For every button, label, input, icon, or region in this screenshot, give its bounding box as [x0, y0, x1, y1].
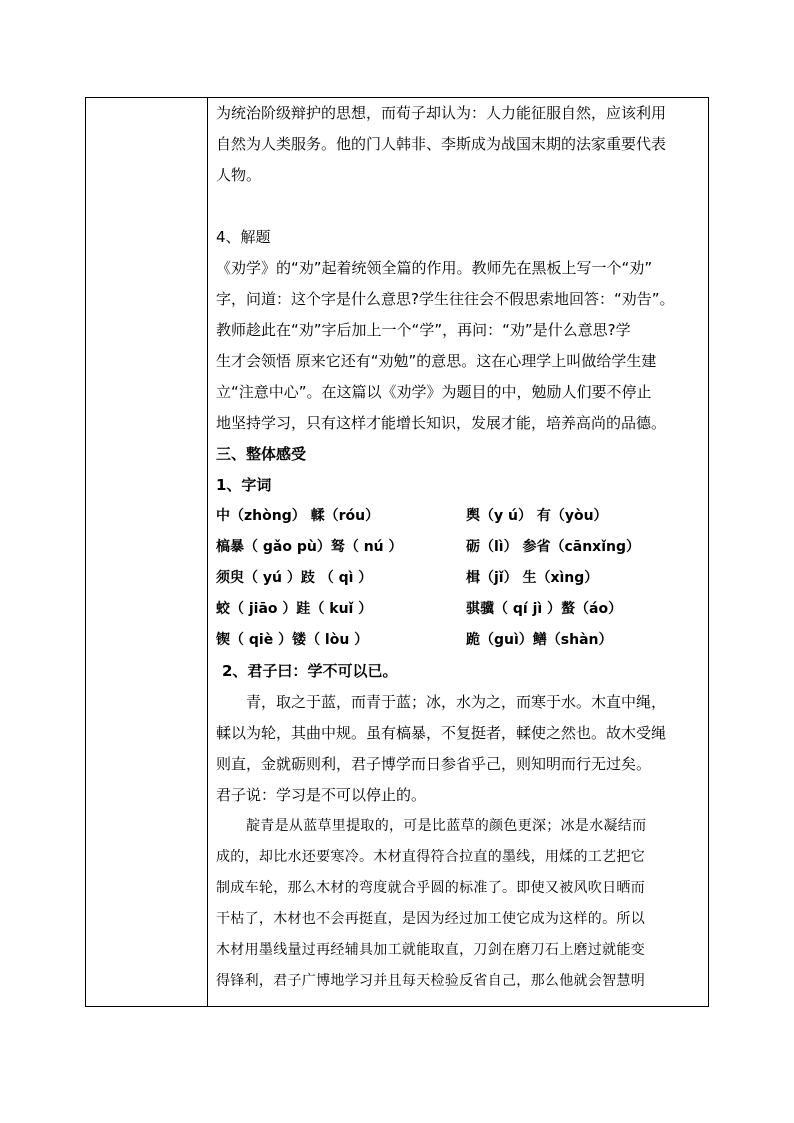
translation-line: 制成车轮，那么木材的弯度就合乎圆的标准了。即使又被风吹日晒而 [216, 880, 645, 896]
translation-line: 靛青是从蓝草里提取的，可是比蓝草的颜色更深；冰是水凝结而 [246, 818, 647, 834]
section4-heading: 4、解题 [216, 228, 271, 246]
translation-line: 成的，却比水还要寒冷。木材直得符合拉直的墨线，用煣的工艺把它 [216, 849, 645, 865]
content-cell [216, 98, 704, 997]
section4-line: 教师趁此在“劝”字后加上一个“学”，再问：“劝”是什么意思?学 [216, 321, 631, 339]
vocab-item: 砺（lì） 参省（cānxǐng） [466, 539, 641, 555]
section3-heading: 三、整体感受 [216, 445, 307, 463]
vocab-item: 中（zhòng） 輮（róu） [216, 508, 380, 524]
intro-line: 为统治阶级辩护的思想，而荀子却认为：人力能征服自然，应该利用 [216, 104, 667, 122]
vocab-heading: 1、字词 [216, 476, 272, 494]
translation-line: 得锋利，君子广博地学习并且每天检验反省自己，那么他就会智慧明 [216, 973, 645, 989]
vocab-item: 槁暴（ gǎo pù）驽（ nú ） [216, 539, 403, 555]
intro-line: 自然为人类服务。他的门人韩非、李斯成为战国末期的法家重要代表 [216, 135, 667, 153]
intro-line: 人物。 [216, 166, 262, 184]
classical-line: 輮以为轮，其曲中规。虽有槁暴，不复挺者，輮使之然也。故木受绳 [216, 724, 667, 742]
vocab-item: 舆（y ú） 有（yòu） [466, 508, 608, 524]
translation-line: 木材用墨线量过再经辅具加工就能取直，刀剑在磨刀石上磨过就能变 [216, 942, 645, 958]
vocab-grid [216, 501, 704, 656]
column-divider [207, 98, 208, 1006]
section4-line: 《劝学》的“劝”起着统领全篇的作用。教师先在黑板上写一个“劝” [216, 259, 653, 277]
vocab-item: 蛟（ jiāo ）跬（ kuǐ ） [216, 601, 373, 617]
translation-line: 干枯了，木材也不会再挺直，是因为经过加工使它成为这样的。所以 [216, 911, 645, 927]
vocab-item: 楫（jǐ） 生（xìng） [466, 570, 599, 586]
translation-intro: 君子说：学习是不可以停止的。 [216, 786, 427, 804]
section4-line: 地坚持学习，只有这样才能增长知识，发展才能，培养高尚的品德。 [216, 414, 667, 432]
vocab-item: 跪（guì）鳝（shàn） [466, 632, 613, 648]
section4-line: 字，问道：这个字是什么意思?学生往往会不假思索地回答：“劝告”。 [216, 290, 675, 308]
classical-line: 青，取之于蓝，而青于蓝；冰，水为之，而寒于水。木直中绳， [246, 693, 667, 711]
section4-line: 立“注意中心”。在这篇以《劝学》为题目的中，勉励人们要不停止 [216, 383, 652, 401]
vocab-item: 骐骥（ qí jì ）螯（áo） [466, 601, 623, 617]
vocab-item: 须臾（ yú ）跂 （ qì ） [216, 570, 373, 586]
section4-line: 生才会领悟 原来它还有“劝勉”的意思。这在心理学上叫做给学生建 [216, 352, 657, 370]
section2-heading: 2、君子曰：学不可以已。 [222, 662, 398, 680]
document-table [85, 97, 709, 1007]
vocab-item: 锲（ qiè ）镂（ lòu ） [216, 632, 369, 648]
classical-line: 则直，金就砺则利，君子博学而日参省乎己，则知明而行无过矣。 [216, 755, 652, 773]
